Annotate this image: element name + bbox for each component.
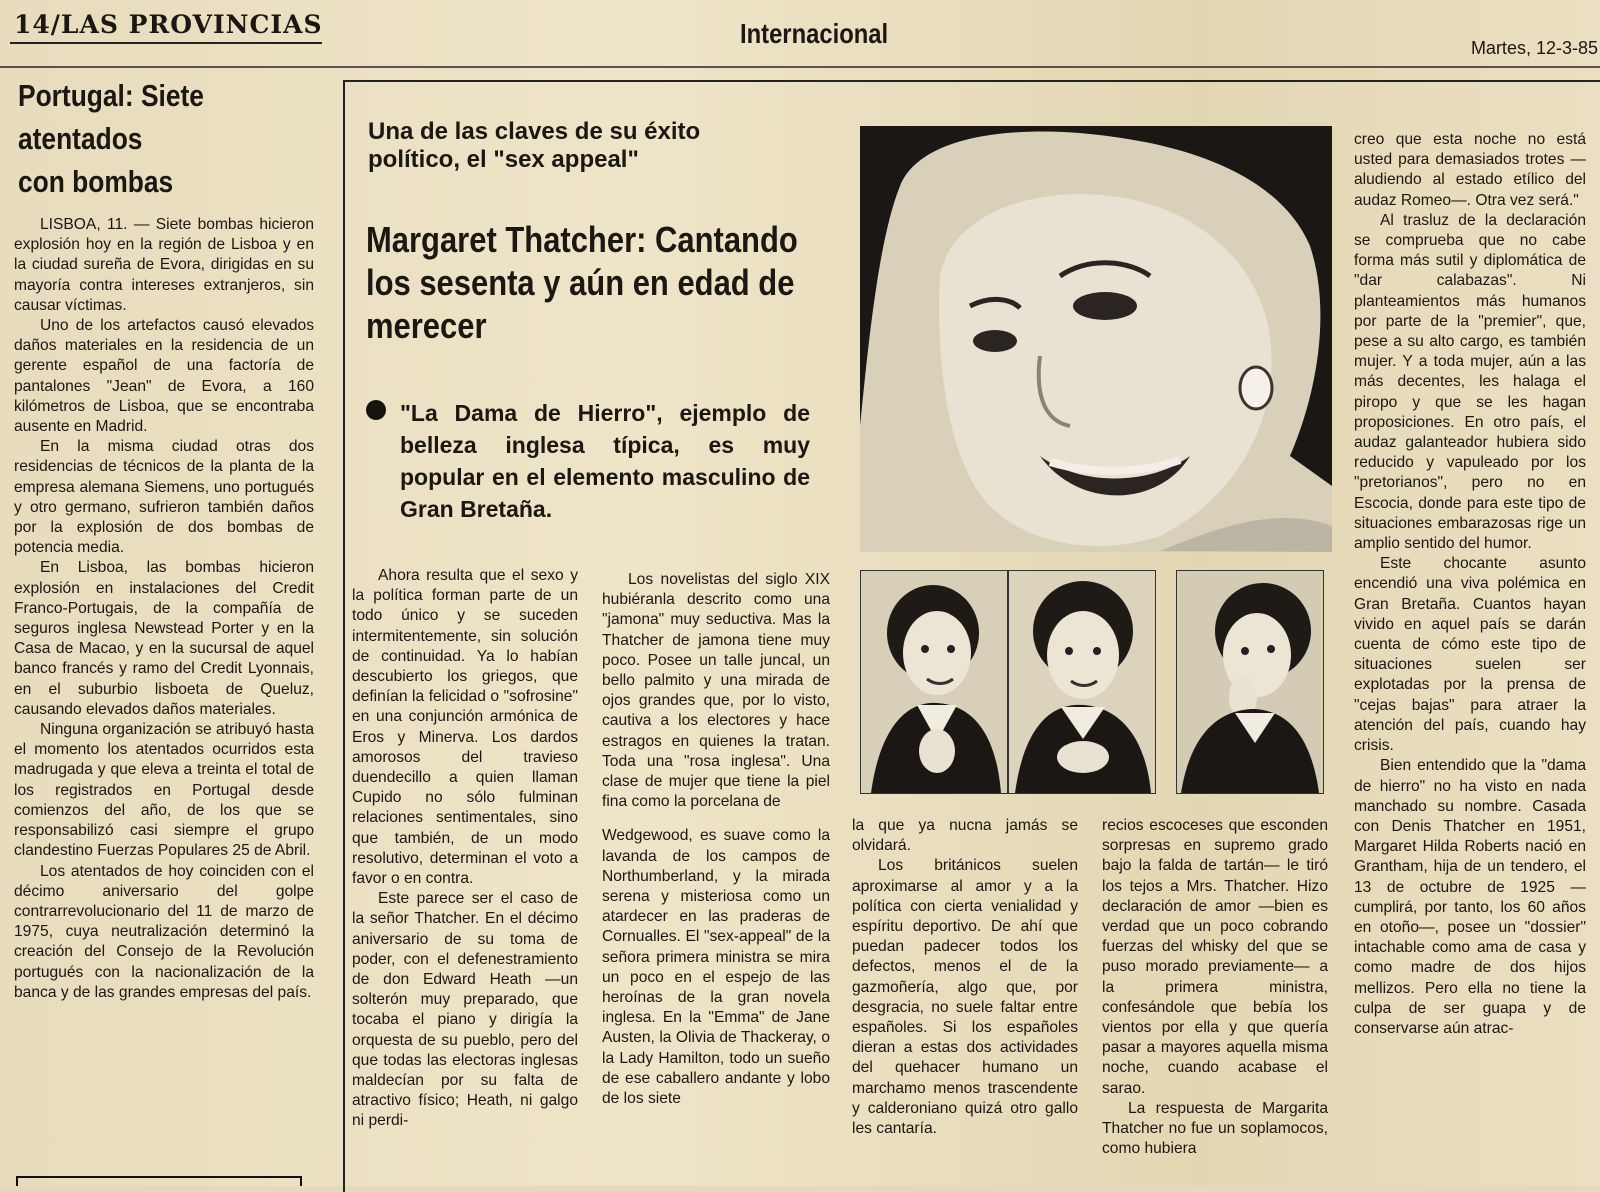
article-column-3: [852, 816, 1078, 1139]
headline-line: Portugal: Siete: [18, 78, 204, 113]
header-rule: [0, 66, 1600, 68]
paragraph: En la misma ciudad otras dos residencias de técnicos de la planta de la empresa alemana Siemens, uno portugués y otro germano, sufrieron también daños por la explosión de dos bombas de potencia media.: [14, 438, 314, 557]
thatcher-photo-2: [1008, 570, 1156, 794]
article-column-4: [1102, 816, 1328, 1159]
headline-line: atentados: [18, 121, 143, 156]
paragraph: LISBOA, 11. — Siete bombas hicieron explosión hoy en la región de Lisboa y en la ciudad sureña de Evora, dirigidas en su mayoría contra intereses extranjeros, sin causar víctimas.: [14, 216, 314, 314]
masthead-rule: [10, 42, 322, 44]
article-column-5: [1354, 130, 1586, 1039]
thatcher-photo-1: [860, 570, 1008, 794]
bullet-icon: [366, 400, 386, 420]
paragraph: Este chocante asunto encendió una viva polémica en Gran Bretaña. Cuantos hayan vivido en aquel país se darán cuenta de cómo este tipo de situaciones suelen ser explotadas por la prensa de "cejas bajas" para atraer la atención del país, cuando hay crisis.: [1354, 555, 1586, 755]
paragraph: Ninguna organización se atribuyó hasta el momento los atentados ocurridos esta madrugada y que eleva a treinta el total de los registrados en Portugal desde comienzos del año, de los que se responsabilizó casi siempre el grupo clandestino Fuerzas Populares 25 de Abril.: [14, 721, 314, 860]
portrait-photo: [860, 126, 1332, 552]
bottom-box-edge: [16, 1176, 302, 1186]
article-title: Margaret Thatcher: Cantando los sesenta y aún en edad de merecer: [366, 219, 798, 346]
thatcher-photo-3: [1176, 570, 1324, 794]
paragraph: Los británicos suelen aproximarse al amor y a la política con cierta venialidad y espíritu deportivo. De ahí que puedan padecer todos los defectos, menos el de la gazmoñería, algo que, por desgracia, no suele faltar entre españoles. Si los españoles dieran a estas dos actividades del quehacer humano un marchamo menos trascendente y calderoniano quizá otro gallo les cantaría.: [852, 857, 1078, 1138]
paragraph: La respuesta de Margarita Thatcher no fue un soplamocos, como hubiera: [1102, 1099, 1328, 1158]
paragraph: recios escoceses que esconden sorpresas en supremo grado bajo la falda de tartán— le tiró los tejos a Mrs. Thatcher. Hizo declaración de amor —bien es verdad que un poco cobrando fuerzas del whisky del que se puso morado previamente— a la primera ministra, confesándole que bebía los vientos por ella y que quería pasar a mayores aquella misma noche, cuando acabase el sarao.: [1102, 817, 1328, 1097]
paragraph: En Lisboa, las bombas hicieron explosión en instalaciones del Credit Franco-Portugais, de la compañía de seguros inglesa Newstead Porter y en la Casa de Macao, y en la sucursal de aquel banco francés y ramo del Credit Lyonnais, en el suburbio lisboeta de Queluz, causando elevados daños materiales.: [14, 559, 314, 718]
article-column-1: [352, 566, 578, 1132]
paragraph: Uno de los artefactos causó elevados daños materiales en la residencia de un gerente español de una factoría de pantalones "Jean" de Evora, a 160 kilómetros de Lisboa, que se encontraba ausente en Madrid.: [14, 317, 314, 436]
headline-line: con bombas: [18, 164, 174, 199]
paragraph: Bien entendido que la "dama de hierro" no ha visto en nada manchado su nombre. Casada con Denis Thatcher en 1951, Margaret Hilda Roberts nació en Grantham, hija de un tendero, el 13 de octubre de 1925 —cumplirá, por tanto, los 60 años en otoño—, posee un "dossier" intachable como ama de casa y como madre de dos hijos mellizos. Pero ella no tiene la culpa de ser guapa y de conservarse aún atrac-: [1354, 757, 1586, 1037]
portugal-article: [14, 74, 314, 1003]
paragraph: Los atentados de hoy coinciden con el décimo aniversario del golpe contrarrevolucionario del 11 de marzo de 1975, cuya neutralización determinó la creación del Consejo de la Revolución portugués con la nacionalización de la banca y de las grandes empresas del país.: [14, 862, 314, 1001]
paragraph: Los novelistas del siglo XIX hubiéranla descrito como una "jamona" muy seductiva. Mas la Thatcher de jamona tiene muy poco. Posee un talle juncal, un bello palmito y una mirada de ojos grandes que, por lo visto, cautiva a los electores y hace estragos en quienes la tratan. Toda una "rosa inglesa". Una clase de mujer que tiene la piel fina como la porcelana de: [602, 571, 830, 811]
paragraph: Este parece ser el caso de la señor Thatcher. En el décimo aniversario de su toma de poder, con el defenestramiento de don Edward Heath —un solterón muy preparado, que tocaba el piano y dirigía la orquesta de su pueblo, pero del que todas las electoras inglesas maldecían por su falta de atractivo físico; Heath, ni galgo ni perdi-: [352, 890, 578, 1130]
article-subtitle: "La Dama de Hierro", ejemplo de belleza inglesa típica, es muy popular en el elemento masculino de Gran Bretaña.: [400, 400, 810, 522]
paragraph: la que ya nucna jamás se olvidará.: [852, 817, 1078, 855]
newspaper-masthead: 14/LAS PROVINCIAS: [14, 10, 323, 39]
article-column-2: [602, 570, 830, 1109]
paragraph: creo que esta noche no está usted para demasiados trotes —aludiendo al estado etílico del audaz Romeo—. Otra vez será.": [1354, 131, 1586, 209]
paragraph: Ahora resulta que el sexo y la política forman parte de un todo único y se suceden intermitentemente, sin solución de continuidad. Ya lo habían descubierto los griegos, que definían la felicidad o "sofrosine" en una conjunción armónica de Eros y Minerva. Los dardos amorosos del travieso duendecillo a quien llaman Cupido no sólo fulminan relaciones sentimentales, sino que también, de un modo resolutivo, determinan el voto a favor o en contra.: [352, 567, 578, 888]
portugal-body: [14, 215, 314, 1003]
portugal-headline: [18, 74, 270, 203]
paragraph: Wedgewood, es suave como la lavanda de los campos de Northumberland, y la mirada serena y misteriosa como un atardecer en las praderas de Cornualles. El "sex-appeal" de la señora primera ministra se mira un poco en el espejo de las heroínas de la gran novela inglesa. En la "Emma" de Jane Austen, la Olivia de Thackeray, o la Lady Hamilton, todo un sueño de ese caballero andante y lobo de los siete: [602, 827, 830, 1108]
section-title: Internacional: [740, 18, 889, 49]
issue-date: Martes, 12-3-85: [1470, 38, 1598, 58]
article-kicker: Una de las claves de su éxito político, el "sex appeal": [368, 118, 701, 173]
paragraph: Al trasluz de la declaración se comprueba que no cabe forma más sutil y diplomática de "dar calabazas". Ni planteamientos más humanos por parte de la "premier", que, pese a su alto cargo, es también mujer. Y a toda mujer, aún a las más decentes, les halaga el piropo y que se les hagan proposiciones. En otro país, el audaz galanteador hubiera sido reducido y vapuleado por los "pretorianos", pero no en Escocia, donde para este tipo de situaciones embarazosas rige un amplio sentido del humor.: [1354, 211, 1586, 553]
